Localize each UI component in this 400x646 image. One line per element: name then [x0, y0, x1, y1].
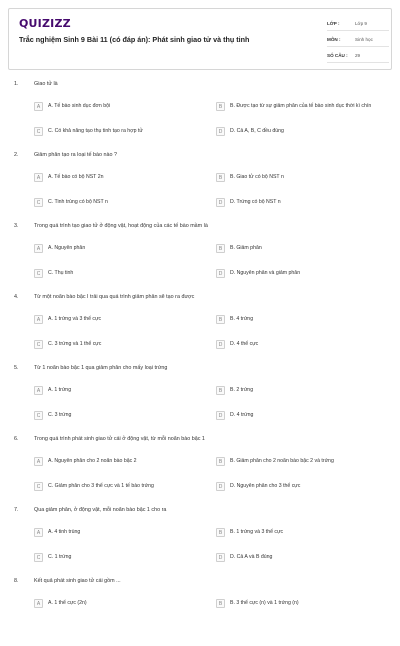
- option-text: B. Giao tử có bộ NST n: [230, 174, 284, 180]
- option-letter-box: C: [34, 553, 43, 562]
- question-number: 3.: [14, 223, 19, 229]
- option-text: C. 3 trứng và 1 thể cực: [48, 341, 102, 347]
- answer-option[interactable]: [216, 457, 381, 466]
- question-number: 4.: [14, 294, 19, 300]
- option-text: A. 4 tinh trùng: [48, 529, 81, 535]
- answer-option[interactable]: [216, 198, 381, 207]
- option-text: C. Thụ tinh: [48, 270, 74, 276]
- option-letter-box: D: [216, 411, 225, 420]
- answer-option[interactable]: [216, 127, 381, 136]
- option-letter-box: C: [34, 340, 43, 349]
- question-block: [0, 220, 400, 291]
- option-text: C. 1 trứng: [48, 554, 72, 560]
- option-text: C. Tinh trùng có bộ NST n: [48, 199, 108, 205]
- answer-option[interactable]: [216, 315, 381, 324]
- answer-option[interactable]: [216, 269, 381, 278]
- question-text: Qua giảm phân, ở động vật, mỗi noãn bào bậc 1 cho ra: [34, 507, 167, 513]
- option-letter-box: D: [216, 553, 225, 562]
- answer-option[interactable]: [34, 411, 199, 420]
- answer-option[interactable]: [216, 102, 381, 111]
- meta-row-subject: [327, 33, 389, 47]
- answer-option[interactable]: [216, 244, 381, 253]
- option-letter-box: D: [216, 340, 225, 349]
- option-letter-box: D: [216, 482, 225, 491]
- quizizz-logo: QUIZIZZ: [19, 17, 71, 30]
- option-text: D. Nguyên phân và giảm phân: [230, 270, 301, 276]
- question-text: Từ 1 noãn bào bậc 1 qua giảm phân cho mấy loại trứng: [34, 365, 168, 371]
- answer-option[interactable]: [34, 269, 199, 278]
- option-letter-box: B: [216, 528, 225, 537]
- option-text: D. Nguyên phân cho 3 thể cực: [230, 483, 301, 489]
- option-text: C. Giảm phân cho 3 thể cực và 1 tế bào trứng: [48, 483, 154, 489]
- meta-label: LỚP :: [327, 21, 340, 26]
- option-text: D. 4 thể cực: [230, 341, 259, 347]
- answer-option[interactable]: [216, 599, 381, 608]
- option-letter-box: A: [34, 244, 43, 253]
- answer-option[interactable]: [216, 340, 381, 349]
- meta-panel: [327, 17, 389, 65]
- answer-option[interactable]: [34, 457, 199, 466]
- option-text: A. Tế bào sinh dục đơn bội: [48, 103, 111, 109]
- option-text: A. 1 trứng: [48, 387, 72, 393]
- meta-value: Lớp 9: [355, 21, 367, 26]
- answer-option[interactable]: [34, 340, 199, 349]
- option-letter-box: B: [216, 457, 225, 466]
- option-letter-box: C: [34, 127, 43, 136]
- option-letter-box: B: [216, 315, 225, 324]
- worksheet-header: [8, 8, 392, 70]
- answer-option[interactable]: [216, 173, 381, 182]
- option-text: A. Nguyên phân: [48, 245, 86, 251]
- option-text: A. Nguyên phân cho 2 noãn bào bậc 2: [48, 458, 137, 464]
- option-letter-box: B: [216, 599, 225, 608]
- meta-label: MÔN :: [327, 37, 341, 42]
- question-block: [0, 575, 400, 646]
- answer-option[interactable]: [216, 411, 381, 420]
- option-letter-box: A: [34, 528, 43, 537]
- option-text: B. Được tạo từ sự giảm phân của tế bào sinh dục thời kì chín: [230, 103, 372, 109]
- option-text: B. 4 trứng: [230, 316, 254, 322]
- option-text: B. Giảm phân: [230, 245, 262, 251]
- option-text: A. 1 trứng và 3 thể cực: [48, 316, 102, 322]
- answer-option[interactable]: [216, 482, 381, 491]
- option-letter-box: A: [34, 457, 43, 466]
- option-text: B. Giảm phân cho 2 noãn bào bậc 2 và trứng: [230, 458, 334, 464]
- question-list: [0, 78, 400, 646]
- answer-option[interactable]: [34, 599, 199, 608]
- question-block: [0, 504, 400, 575]
- answer-option[interactable]: [34, 315, 199, 324]
- question-text: Kết quả phát sinh giao tử cái gồm ...: [34, 578, 121, 584]
- answer-option[interactable]: [34, 127, 199, 136]
- option-letter-box: A: [34, 386, 43, 395]
- question-block: [0, 291, 400, 362]
- option-text: B. 1 trứng và 3 thể cực: [230, 529, 284, 535]
- option-text: B. 2 trứng: [230, 387, 254, 393]
- answer-option[interactable]: [34, 528, 199, 537]
- option-text: A. Tế bào có bộ NST 2n: [48, 174, 104, 180]
- answer-option[interactable]: [34, 173, 199, 182]
- question-block: [0, 433, 400, 504]
- question-number: 8.: [14, 578, 19, 584]
- question-block: [0, 78, 400, 149]
- option-text: D. Cả A, B, C đều đúng: [230, 128, 284, 134]
- option-letter-box: A: [34, 599, 43, 608]
- answer-option[interactable]: [34, 553, 199, 562]
- question-number: 2.: [14, 152, 19, 158]
- question-text: Trong quá trình phát sinh giao tử cái ở động vật, từ mỗi noãn bào bậc 1: [34, 436, 205, 442]
- option-letter-box: C: [34, 198, 43, 207]
- option-letter-box: D: [216, 269, 225, 278]
- question-number: 5.: [14, 365, 19, 371]
- answer-option[interactable]: [34, 102, 199, 111]
- question-number: 7.: [14, 507, 19, 513]
- meta-row-count: [327, 49, 389, 63]
- meta-row-grade: [327, 17, 389, 31]
- answer-option[interactable]: [34, 482, 199, 491]
- option-letter-box: A: [34, 315, 43, 324]
- question-number: 1.: [14, 81, 19, 87]
- option-text: C. Có khả năng tạo thụ tinh tạo ra hợp tử: [48, 128, 143, 134]
- answer-option[interactable]: [34, 198, 199, 207]
- question-text: Từ một noãn bào bậc I trải qua quá trình giảm phân sẽ tạo ra được: [34, 294, 195, 300]
- option-letter-box: A: [34, 102, 43, 111]
- option-text: D. Cả A và B đúng: [230, 554, 273, 560]
- answer-option[interactable]: [216, 528, 381, 537]
- question-text: Trong quá trình tạo giao tử ở động vật, hoạt động của các tế bào mầm là: [34, 223, 208, 229]
- option-letter-box: D: [216, 198, 225, 207]
- option-letter-box: A: [34, 173, 43, 182]
- answer-option[interactable]: [34, 244, 199, 253]
- option-letter-box: C: [34, 269, 43, 278]
- meta-value: Sinh học: [355, 37, 373, 42]
- option-text: D. Trứng có bộ NST n: [230, 199, 281, 205]
- option-text: A. 1 thể cực (2n): [48, 600, 87, 606]
- option-letter-box: B: [216, 102, 225, 111]
- question-text: Giao tử là: [34, 81, 58, 87]
- option-text: D. 4 trứng: [230, 412, 254, 418]
- option-letter-box: D: [216, 127, 225, 136]
- question-block: [0, 149, 400, 220]
- option-letter-box: B: [216, 386, 225, 395]
- option-letter-box: C: [34, 482, 43, 491]
- answer-option[interactable]: [216, 553, 381, 562]
- question-block: [0, 362, 400, 433]
- question-text: Giảm phân tạo ra loại tế bào nào ?: [34, 152, 118, 158]
- option-letter-box: B: [216, 244, 225, 253]
- page-title: Trắc nghiệm Sinh 9 Bài 11 (có đáp án): Phát sinh giao tử và thụ tinh: [19, 35, 250, 44]
- answer-option[interactable]: [216, 386, 381, 395]
- option-text: B. 3 thể cực (n) và 1 trứng (n): [230, 600, 299, 606]
- meta-label: SỐ CÂU :: [327, 53, 348, 58]
- answer-option[interactable]: [34, 386, 199, 395]
- option-letter-box: C: [34, 411, 43, 420]
- meta-value: 29: [355, 53, 361, 58]
- option-text: C. 3 trứng: [48, 412, 72, 418]
- question-number: 6.: [14, 436, 19, 442]
- option-letter-box: B: [216, 173, 225, 182]
